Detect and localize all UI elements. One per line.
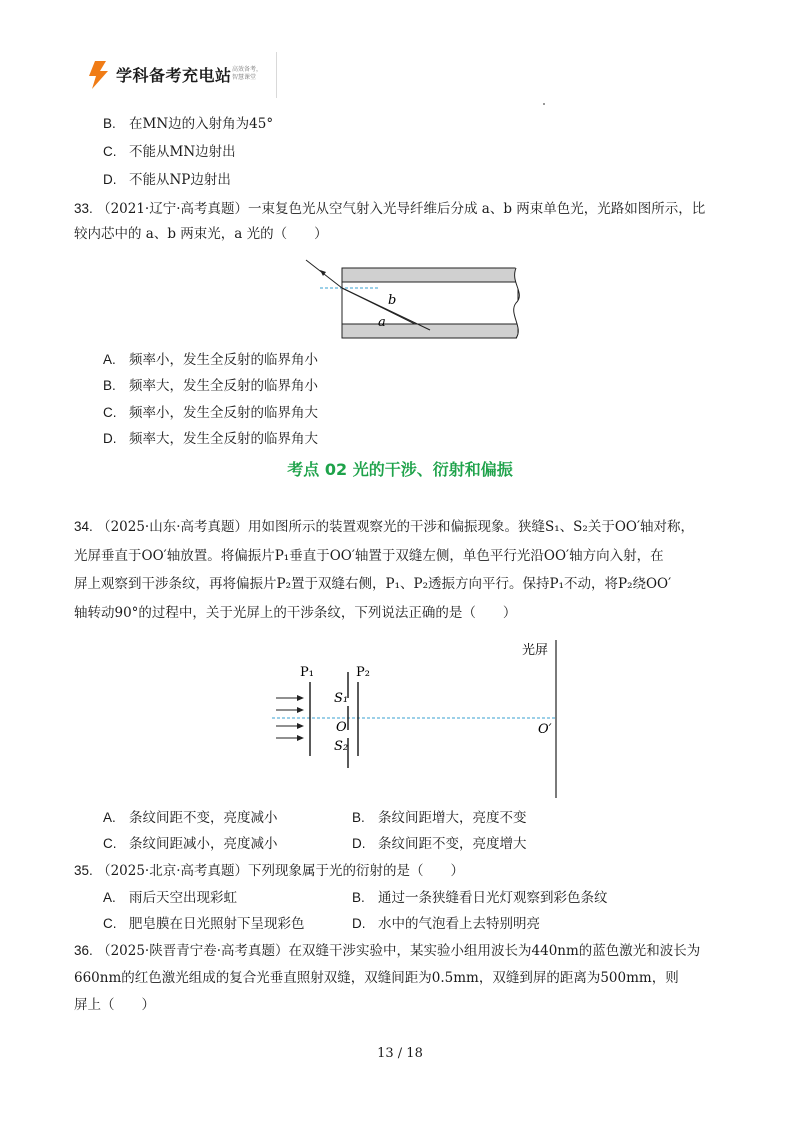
q34-stem-line2: 光屏垂直于OO′轴放置。将偏振片P₁垂直于OO′轴置于双缝左侧，单色平行光沿OO′轴方向入射，在 [74,548,664,564]
q35-option-b: B. 通过一条狭缝看日光灯观察到彩色条纹 [352,890,608,906]
q33-option-c: C. 频率小，发生全反射的临界角大 [103,405,318,421]
q34-stem-line4: 轴转动90°的过程中，关于光屏上的干涉条纹，下列说法正确的是（ ） [74,605,517,621]
q34-label-s1: S₁ [334,691,349,706]
q33-option-d: D. 频率大，发生全反射的临界角大 [103,431,318,447]
q34-label-p1: P₁ [300,665,314,680]
q35-option-c: C. 肥皂膜在日光照射下呈现彩色 [103,916,305,932]
section-title: 考点 02 光的干涉、衍射和偏振 [287,460,513,479]
q34-option-b: B. 条纹间距增大，亮度不变 [352,810,527,826]
q34-double-slit-diagram [270,634,590,802]
q35-stem: 35. （2025·北京·高考真题）下列现象属于光的衍射的是（ ） [74,863,465,879]
q36-stem-line3: 屏上（ ） [74,997,155,1013]
q36-stem-line1: 36. （2025·陕晋青宁卷·高考真题）在双缝干涉实验中，某实验小组用波长为440nm的蓝色激光和波长为 [74,943,701,959]
q33-stem-line2: 较内芯中的 a、b 两束光，a 光的（ ） [74,226,328,242]
decorative-dot [543,103,545,105]
q33-label-a: a [378,315,386,330]
q34-screen-label: 光屏 [522,643,549,658]
q35-option-a: A. 雨后天空出现彩虹 [103,890,237,906]
logo-name: 学科备考充电站 [116,66,232,85]
q33-option-a: A. 频率小，发生全反射的临界角小 [103,352,318,368]
q34-stem-line1: 34. （2025·山东·高考真题）用如图所示的装置观察光的干涉和偏振现象。狭缝S₁、S₂关于OO′轴对称， [74,519,695,535]
q33-fiber-diagram [290,248,540,348]
lightning-bolt-icon [86,60,110,90]
q34-stem-line3: 屏上观察到干涉条纹，再将偏振片P₂置于双缝右侧，P₁、P₂透振方向平行。保持P₁不动，将P₂绕OO′ [74,576,672,592]
prev-option-b: B. 在MN边的入射角为45° [103,116,274,132]
logo-slogan: 高效备考， 智慧课堂 [232,66,263,81]
page-number: 13 / 18 [377,1046,423,1061]
q34-label-p2: P₂ [356,665,370,680]
q36-stem-line2: 660nm的红色激光组成的复合光垂直照射双缝，双缝间距为0.5mm，双缝到屏的距离为500mm，则 [74,970,679,986]
q34-option-d: D. 条纹间距不变，亮度增大 [352,836,527,852]
prev-option-c: C. 不能从MN边射出 [103,144,236,160]
prev-option-d: D. 不能从NP边射出 [103,172,231,188]
q33-stem-line1: 33. （2021·辽宁·高考真题）一束复色光从空气射入光导纤维后分成 a、b 两束单色光，光路如图所示，比 [74,201,706,217]
q33-option-b: B. 频率大，发生全反射的临界角小 [103,378,318,394]
q34-option-c: C. 条纹间距减小，亮度减小 [103,836,278,852]
q34-label-s2: S₂ [334,739,349,754]
q33-label-b: b [388,293,397,308]
q34-option-a: A. 条纹间距不变，亮度减小 [103,810,278,826]
q34-label-o: O [336,720,347,735]
q34-label-o-prime: O′ [538,722,552,737]
q35-option-d: D. 水中的气泡看上去特别明亮 [352,916,540,932]
